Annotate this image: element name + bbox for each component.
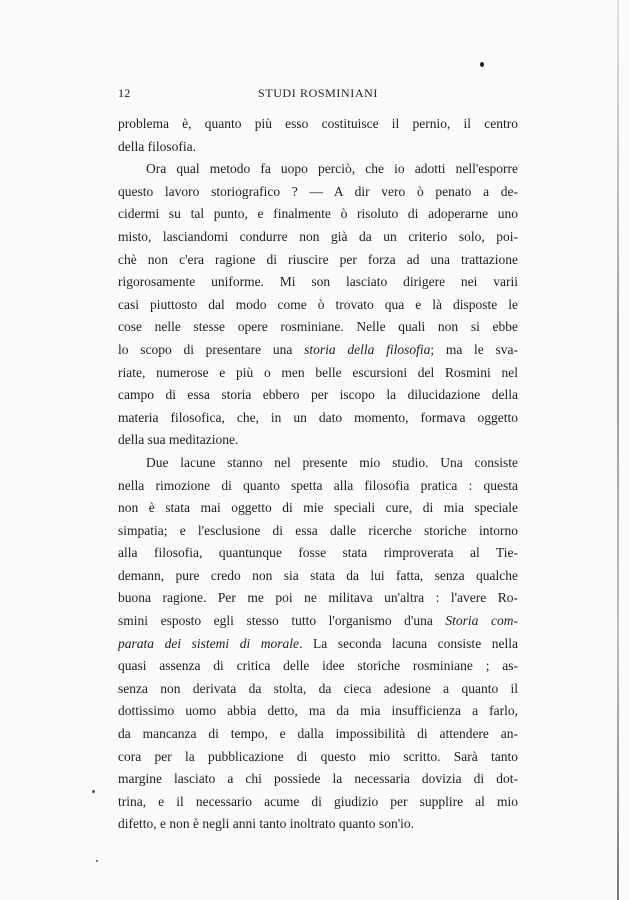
text-line: simpatia; e l'esclusione di essa dalle ricerche storiche intorno — [118, 522, 518, 538]
ink-speck — [96, 860, 98, 862]
text-line: non è stata mai oggetto di mie speciali cure, di mia speciale — [118, 500, 518, 516]
page-number: 12 — [118, 86, 131, 100]
text-line: misto, lasciandomi condurre non già da un criterio solo, poi- — [118, 228, 518, 244]
text-line: trina, e il necessario acume di giudizio per supplire al mio — [118, 793, 518, 809]
text-fragment: lo scopo di presentare una — [118, 341, 293, 357]
paragraph — [118, 158, 518, 452]
text-line: riate, numerose e più o men belle escursioni del Rosmini nel — [118, 364, 518, 380]
text-line: rigorosamente uniforme. Mi son lasciato dirigere nei varii — [118, 274, 518, 290]
running-header — [118, 86, 518, 104]
text-line: cora per la pubblicazione di questo mio scritto. Sarà tanto — [118, 748, 518, 764]
text-line: da mancanza di tempo, e dalla impossibilità di attendere an- — [118, 726, 518, 742]
text-line: Ora qual metodo fa uopo perciò, che io adotti nell'esporre — [146, 161, 518, 177]
text-fragment: smini esposto egli stesso tutto l'organismo d'una — [118, 613, 433, 629]
text-line: questo lavoro storiografico ? — A dir vero ò penato a de- — [118, 183, 518, 199]
text-line: margine lasciato a chi possiede la necessaria dovizia di dot- — [118, 771, 518, 787]
text-line: senza non derivata da stolta, da cieca adesione a quanto il — [118, 680, 518, 696]
italic-title: storia della filosofia — [304, 341, 431, 357]
text-line — [118, 610, 518, 633]
ink-mark — [480, 62, 484, 67]
text-line: buona ragione. Per me poi ne militava un'altra : l'avere Ro- — [118, 590, 518, 606]
paragraph — [118, 113, 518, 158]
text-line: difetto, e non è negli anni tanto inoltrato quanto son'io. — [118, 816, 414, 832]
text-line: campo di essa storia ebbero per iscopo la dilucidazione della — [118, 387, 518, 403]
text-line: chè non c'era ragione di riuscire per forza ad una trattazione — [118, 251, 518, 267]
body-text — [118, 113, 518, 836]
text-line: dottissimo uomo abbia detto, ma da mia insufficienza a farlo, — [118, 703, 518, 719]
text-line: nella rimozione di quanto spetta alla filosofia pratica : questa — [118, 477, 518, 493]
paragraph — [118, 452, 518, 836]
text-line: quasi assenza di critica delle idee storiche rosminiane ; as- — [118, 658, 518, 674]
text-line: cidermi su tal punto, e finalmente ò risoluto di adoperarne uno — [118, 206, 518, 222]
text-fragment: ; ma le sva- — [430, 341, 518, 357]
text-line: demann, pure credo non sia stata da lui fatta, senza qualche — [118, 567, 518, 583]
text-line — [118, 633, 518, 656]
text-line: della filosofia. — [118, 138, 196, 154]
italic-title: Storia com- — [445, 613, 518, 629]
text-fragment: . La seconda lacuna consiste nella — [299, 635, 518, 651]
text-line — [118, 339, 518, 362]
text-line: problema è, quanto più esso costituisce il pernio, il centro — [118, 116, 518, 131]
text-line: alla filosofia, quantunque fosse stata rimproverata al Tie- — [118, 545, 518, 561]
text-line: Due lacune stanno nel presente mio studio. Una consiste — [146, 454, 518, 470]
text-line: casi piuttosto dal modo come ò trovato qua e là disposte le — [118, 296, 518, 312]
text-line: cose nelle stesse opere rosminiane. Nelle quali non si ebbe — [118, 319, 518, 335]
running-title: STUDI ROSMINIANI — [258, 86, 378, 100]
text-line: della sua meditazione. — [118, 432, 239, 448]
page-edge-shadow — [617, 0, 619, 900]
ink-speck — [92, 790, 95, 793]
text-line: materia filosofica, che, in un dato momento, formava oggetto — [118, 409, 518, 425]
italic-title: parata dei sistemi di morale — [118, 635, 300, 651]
